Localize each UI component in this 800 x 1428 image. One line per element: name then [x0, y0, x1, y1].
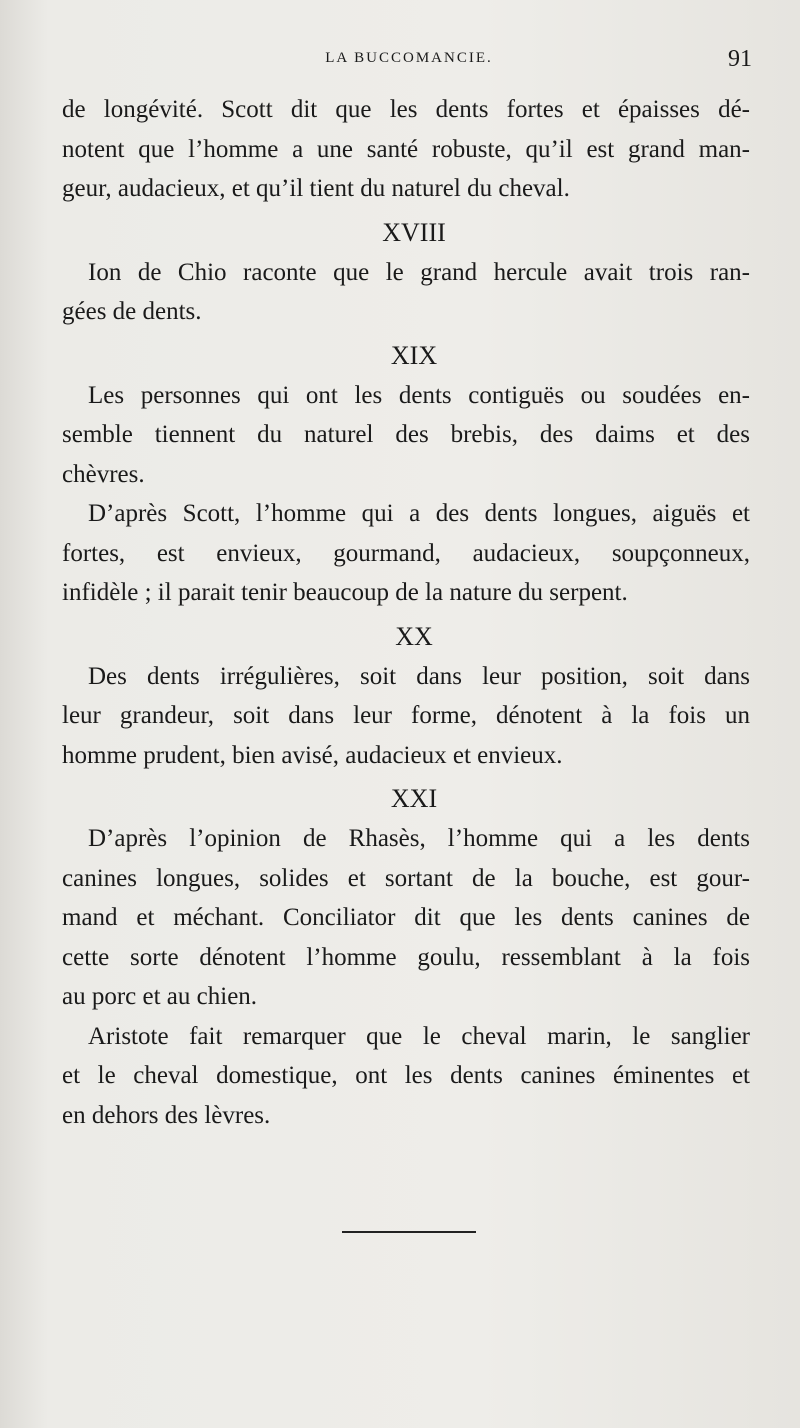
paragraph	[62, 253, 750, 332]
text-line: Ion de Chio raconte que le grand hercule avait trois ran-	[88, 258, 750, 286]
text-line: D’après Scott, l’homme qui a des dents longues, aiguës et	[88, 500, 750, 527]
text-line: mand et méchant. Conciliator dit que les dents canines de	[62, 904, 750, 931]
section-heading: XXI	[390, 784, 438, 813]
paragraph	[62, 657, 750, 776]
text-line: geur, audacieux, et qu’il tient du naturel du cheval.	[62, 175, 570, 202]
text-line: au porc et au chien.	[62, 983, 258, 1010]
text-line: semble tiennent du naturel des brebis, des daims et des	[62, 421, 750, 448]
text-line: gées de dents.	[62, 298, 202, 325]
text-line: chèvres.	[62, 460, 145, 488]
running-head: LA BUCCOMANCIE.	[325, 50, 493, 66]
text-line: canines longues, solides et sortant de la bouche, est gour-	[62, 864, 750, 892]
text-line: fortes, est envieux, gourmand, audacieux, soupçonneux,	[62, 539, 750, 567]
text-line: notent que l’homme a une santé robuste, qu’il est grand man-	[62, 135, 750, 163]
paragraph	[62, 819, 750, 1017]
text-line: Les personnes qui ont les dents contiguës ou soudées en-	[88, 381, 750, 409]
text-line: infidèle ; il parait tenir beaucoup de la nature du serpent.	[62, 579, 628, 606]
text-line: leur grandeur, soit dans leur forme, dénotent à la fois un	[62, 702, 750, 729]
text-line: de longévité. Scott dit que les dents fortes et épaisses dé-	[62, 96, 750, 123]
text-line: D’après l’opinion de Rhasès, l’homme qui a les dents	[88, 825, 750, 852]
end-rule	[342, 1231, 476, 1233]
paragraph	[62, 494, 750, 613]
page-number: 91	[728, 46, 752, 72]
text-line: cette sorte dénotent l’homme goulu, ressemblant à la fois	[62, 943, 750, 971]
text-line: en dehors des lèvres.	[62, 1101, 271, 1129]
section-heading: XX	[395, 621, 433, 651]
section-heading: XIX	[390, 340, 438, 370]
section-heading: XVIII	[382, 217, 446, 247]
text-line: homme prudent, bien avisé, audacieux et envieux.	[62, 741, 563, 769]
paragraph	[62, 1017, 750, 1136]
text-line: et le cheval domestique, ont les dents canines éminentes et	[62, 1062, 750, 1089]
paragraph	[62, 376, 750, 495]
body-text	[62, 90, 750, 1135]
text-line: Des dents irrégulières, soit dans leur position, soit dans	[88, 662, 750, 690]
text-line: Aristote fait remarquer que le cheval marin, le sanglier	[88, 1022, 750, 1050]
page-header	[64, 46, 754, 76]
paragraph	[62, 90, 750, 209]
